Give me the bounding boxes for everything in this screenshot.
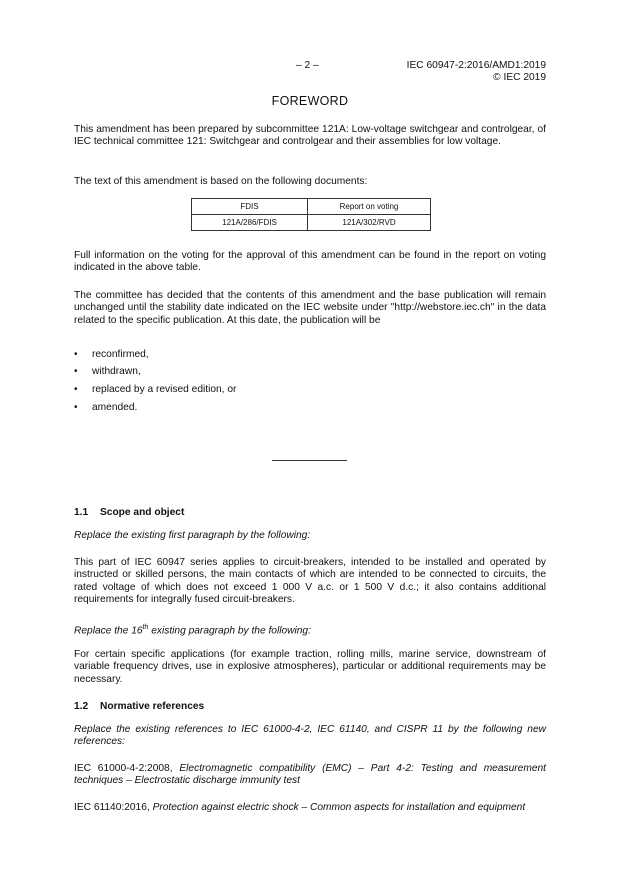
section-number: 1.2 [74,701,89,712]
foreword-paragraph-1: This amendment has been prepared by subcommittee 121A: Low-voltage switchgear and controlgear, of IEC technical committee 121: Switchgear and controlgear and their assemblies for low voltage. [74,124,546,148]
scope-body-1: This part of IEC 60947 series applies to circuit-breakers, intended to be installed and operated by instructed or skilled persons, the main contacts of which are intended to be connected to circuits, the rated voltage of which does not exceed 1 000 V a.c. or 1 500 V d.c.; it also contains additional requirements for integrally fused circuit-breakers. [74,557,546,606]
scope-instruction-2: Replace the 16th existing paragraph by the following: [74,624,311,637]
foreword-paragraph-3: Full information on the voting for the approval of this amendment can be found in the report on voting indicated in the above table. [74,250,546,274]
table-header-fdis: FDIS [192,199,308,215]
section-separator [272,460,347,461]
bullet-icon: • [74,384,78,395]
table-header-row [192,199,431,215]
document-header [407,60,546,84]
bullet-icon: • [74,366,78,377]
bullet-icon: • [74,349,78,360]
table-cell-rvd: 121A/302/RVD [308,215,431,231]
scope-body-2: For certain specific applications (for example traction, rolling mills, marine service, downstream of variable frequency drives, use in explosive atmospheres), particular or additional requirements may be necessary. [74,649,546,685]
section-title: Scope and object [100,507,185,518]
copyright: © IEC 2019 [493,72,546,83]
document-id: IEC 60947-2:2016/AMD1:2019 [406,60,546,71]
bullet-icon: • [74,402,78,413]
voting-documents-table [191,198,431,231]
references-instruction: Replace the existing references to IEC 61000-4-2, IEC 61140, and CISPR 11 by the following new references: [74,724,546,748]
section-number: 1.1 [74,507,89,518]
reference-iec-61140: IEC 61140:2016, Protection against electric shock – Common aspects for installation and equipment [74,802,526,813]
section-title: Normative references [100,701,205,712]
table-cell-fdis: 121A/286/FDIS [192,215,308,231]
foreword-title: FOREWORD [271,94,349,108]
table-header-report: Report on voting [308,199,431,215]
foreword-paragraph-2: The text of this amendment is based on the following documents: [74,176,368,187]
reference-iec-61000-4-2: IEC 61000-4-2:2008, Electromagnetic compatibility (EMC) – Part 4-2: Testing and measurement techniques – Electrostatic discharge immunity test [74,763,546,787]
foreword-paragraph-4: The committee has decided that the contents of this amendment and the base publication will remain unchanged until the stability date indicated on the IEC website under "http://webstore.iec.ch" in the data related to the specific publication. At this date, the publication will be [74,290,546,326]
table-row [192,215,431,231]
section-heading-references [74,701,204,712]
page-number: – 2 – [296,60,319,71]
section-heading-scope [74,507,184,518]
scope-instruction-1: Replace the existing first paragraph by the following: [74,530,311,541]
